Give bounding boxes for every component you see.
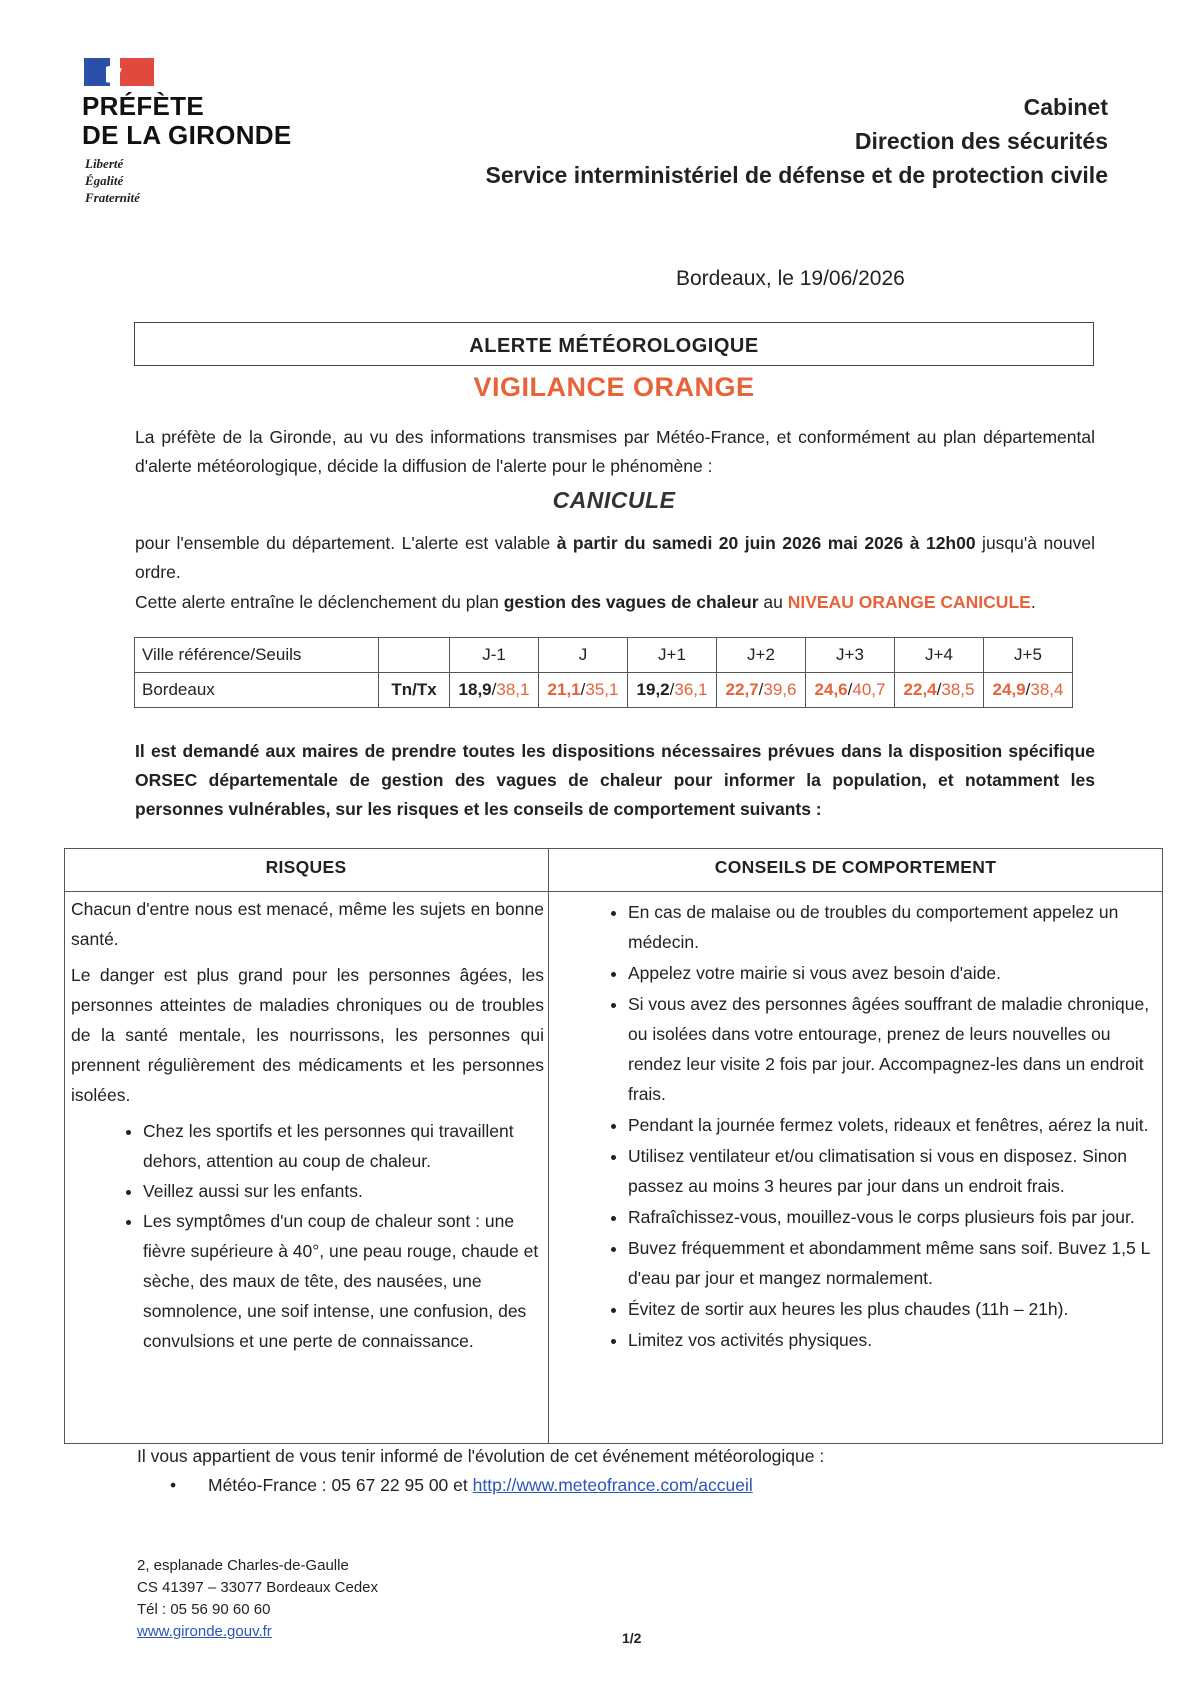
list-item: • Veillez aussi sur les enfants. <box>143 1176 544 1206</box>
motto-egalite: Égalité <box>85 173 124 188</box>
plan-after: . <box>1030 592 1036 612</box>
plan-name: gestion des vagues de chaleur <box>503 592 759 612</box>
advice-list <box>580 897 1160 1355</box>
temp-cell: 24,6/40,7 <box>806 673 895 708</box>
validity-before: pour l'ensemble du département. L'alerte est valable <box>135 533 557 553</box>
list-item: • Appelez votre mairie si vous avez besoin d'aide. <box>628 958 1160 988</box>
list-item: • Évitez de sortir aux heures les plus chaudes (11h – 21h). <box>628 1294 1160 1324</box>
header-divider <box>64 891 1163 892</box>
plan-before: Cette alerte entraîne le déclenchement du plan <box>135 592 504 612</box>
day-header: J+3 <box>806 638 895 673</box>
temp-cell: 19,2/36,1 <box>628 673 717 708</box>
validity-after: jusqu'à nouvel ordre. <box>135 533 1096 582</box>
republic-motto <box>85 155 140 206</box>
day-header: J-1 <box>450 638 539 673</box>
marianne-flag-logo <box>84 58 154 86</box>
city-name: Bordeaux <box>135 673 379 708</box>
intro-paragraph: La préfète de la Gironde, au vu des informations transmises par Météo-France, et conformément au plan départemental d'alerte météorologique, décide la diffusion de l'alerte pour le phénomène : <box>135 427 1095 476</box>
day-header: J+2 <box>717 638 806 673</box>
prefecture-name-line1: PRÉFÈTE <box>82 91 205 121</box>
bullet-icon: • <box>170 1475 177 1495</box>
day-header: J <box>539 638 628 673</box>
list-item: • Les symptômes d'un coup de chaleur sont : une fièvre supérieure à 40°, une peau rouge, chaude et sèche, des maux de tête, des nausées, une somnolence, une soif intense, une confusion, des convulsions et une perte de connaissance. <box>143 1206 544 1356</box>
meteo-contact <box>170 1475 753 1496</box>
motto-liberte: Liberté <box>85 156 124 171</box>
footer-address <box>137 1555 378 1643</box>
motto-fraternite: Fraternité <box>85 190 140 205</box>
temp-cell: 24,9/38,4 <box>984 673 1073 708</box>
table-header-row <box>135 638 1073 673</box>
meteo-phone: Météo-France : 05 67 22 95 00 et <box>208 1475 473 1495</box>
list-item: • Utilisez ventilateur et/ou climatisation si vous en disposez. Sinon passez au moins 3 heures par jour dans un endroit frais. <box>628 1141 1160 1201</box>
list-item: • Buvez fréquemment et abondamment même sans soif. Buvez 1,5 L d'eau par jour et mangez normalement. <box>628 1233 1160 1293</box>
alert-title: ALERTE MÉTÉOROLOGIQUE <box>469 335 759 357</box>
header-line-direction: Direction des sécurités <box>854 128 1108 154</box>
list-item: • Chez les sportifs et les personnes qui travaillent dehors, attention au coup de chaleur. <box>143 1116 544 1176</box>
column-divider <box>548 848 549 1444</box>
info-line: Il vous appartient de vous tenir informé de l'évolution de cet événement météorologique : <box>137 1446 825 1466</box>
advice-heading: CONSEILS DE COMPORTEMENT <box>714 857 997 877</box>
risk-paragraph: Le danger est plus grand pour les personnes âgées, les personnes atteintes de maladies chroniques ou de troubles de la santé mentale, les nourrissons, les personnes qui prennent régulièrement des médicaments et les personnes isolées. <box>71 965 544 1105</box>
list-item: • Limitez vos activités physiques. <box>628 1325 1160 1355</box>
vigilance-level: VIGILANCE ORANGE <box>473 372 755 402</box>
temp-cell: 21,1/35,1 <box>539 673 628 708</box>
list-item: • En cas de malaise ou de troubles du comportement appelez un médecin. <box>628 897 1160 957</box>
day-header: J+1 <box>628 638 717 673</box>
website-link[interactable]: www.gironde.gouv.fr <box>137 1623 272 1640</box>
plan-paragraph <box>135 588 1095 617</box>
temp-cell: 22,4/38,5 <box>895 673 984 708</box>
header-line-cabinet: Cabinet <box>1023 94 1108 120</box>
phone-line: Tél : 05 56 90 60 60 <box>137 1601 271 1618</box>
table-header-empty <box>379 638 450 673</box>
temp-cell: 18,9/38,1 <box>450 673 539 708</box>
risks-column <box>71 894 544 1356</box>
plan-level: NIVEAU ORANGE CANICULE <box>787 592 1031 612</box>
temp-cell: 22,7/39,6 <box>717 673 806 708</box>
temperature-thresholds-table <box>134 637 1073 708</box>
validity-paragraph <box>135 529 1095 587</box>
prefecture-name <box>82 92 292 150</box>
risk-paragraph: Chacun d'entre nous est menacé, même les sujets en bonne santé. <box>71 899 544 949</box>
list-item: • Si vous avez des personnes âgées souffrant de maladie chronique, ou isolées dans votre entourage, prenez de leurs nouvelles ou rendez leur visite 2 fois par jour. Accompagnez-les dans un endroit frais. <box>628 989 1160 1109</box>
prefecture-name-line2: DE LA GIRONDE <box>82 120 292 150</box>
table-row <box>135 673 1073 708</box>
table-header-label: Ville référence/Seuils <box>135 638 379 673</box>
metric-label: Tn/Tx <box>379 673 450 708</box>
page-number: 1/2 <box>622 1630 642 1646</box>
list-item: • Rafraîchissez-vous, mouillez-vous le corps plusieurs fois par jour. <box>628 1202 1160 1232</box>
document-date: Bordeaux, le 19/06/2026 <box>676 267 905 290</box>
meteofrance-link[interactable]: http://www.meteofrance.com/accueil <box>472 1475 753 1495</box>
address-line2: CS 41397 – 33077 Bordeaux Cedex <box>137 1579 379 1596</box>
mayors-request-paragraph: Il est demandé aux maires de prendre toutes les dispositions nécessaires prévues dans la disposition spécifique ORSEC départementale de gestion des vagues de chaleur pour informer la population, et notamment les personnes vulnérables, sur les risques et les conseils de comportement suivants : <box>135 741 1095 819</box>
advice-column <box>580 897 1160 1356</box>
list-item: • Pendant la journée fermez volets, rideaux et fenêtres, aérez la nuit. <box>628 1110 1160 1140</box>
day-header: J+5 <box>984 638 1073 673</box>
risk-list <box>71 1116 544 1356</box>
risks-heading: RISQUES <box>265 857 347 877</box>
issuing-department <box>485 90 1108 192</box>
address-line1: 2, esplanade Charles-de-Gaulle <box>137 1557 349 1574</box>
phenomenon-name: CANICULE <box>552 487 676 513</box>
day-header: J+4 <box>895 638 984 673</box>
validity-date: à partir du samedi 20 juin 2026 mai 2026 à 12h00 <box>556 533 976 553</box>
plan-middle: au <box>758 592 788 612</box>
header-line-service: Service interministériel de défense et de protection civile <box>485 162 1108 188</box>
